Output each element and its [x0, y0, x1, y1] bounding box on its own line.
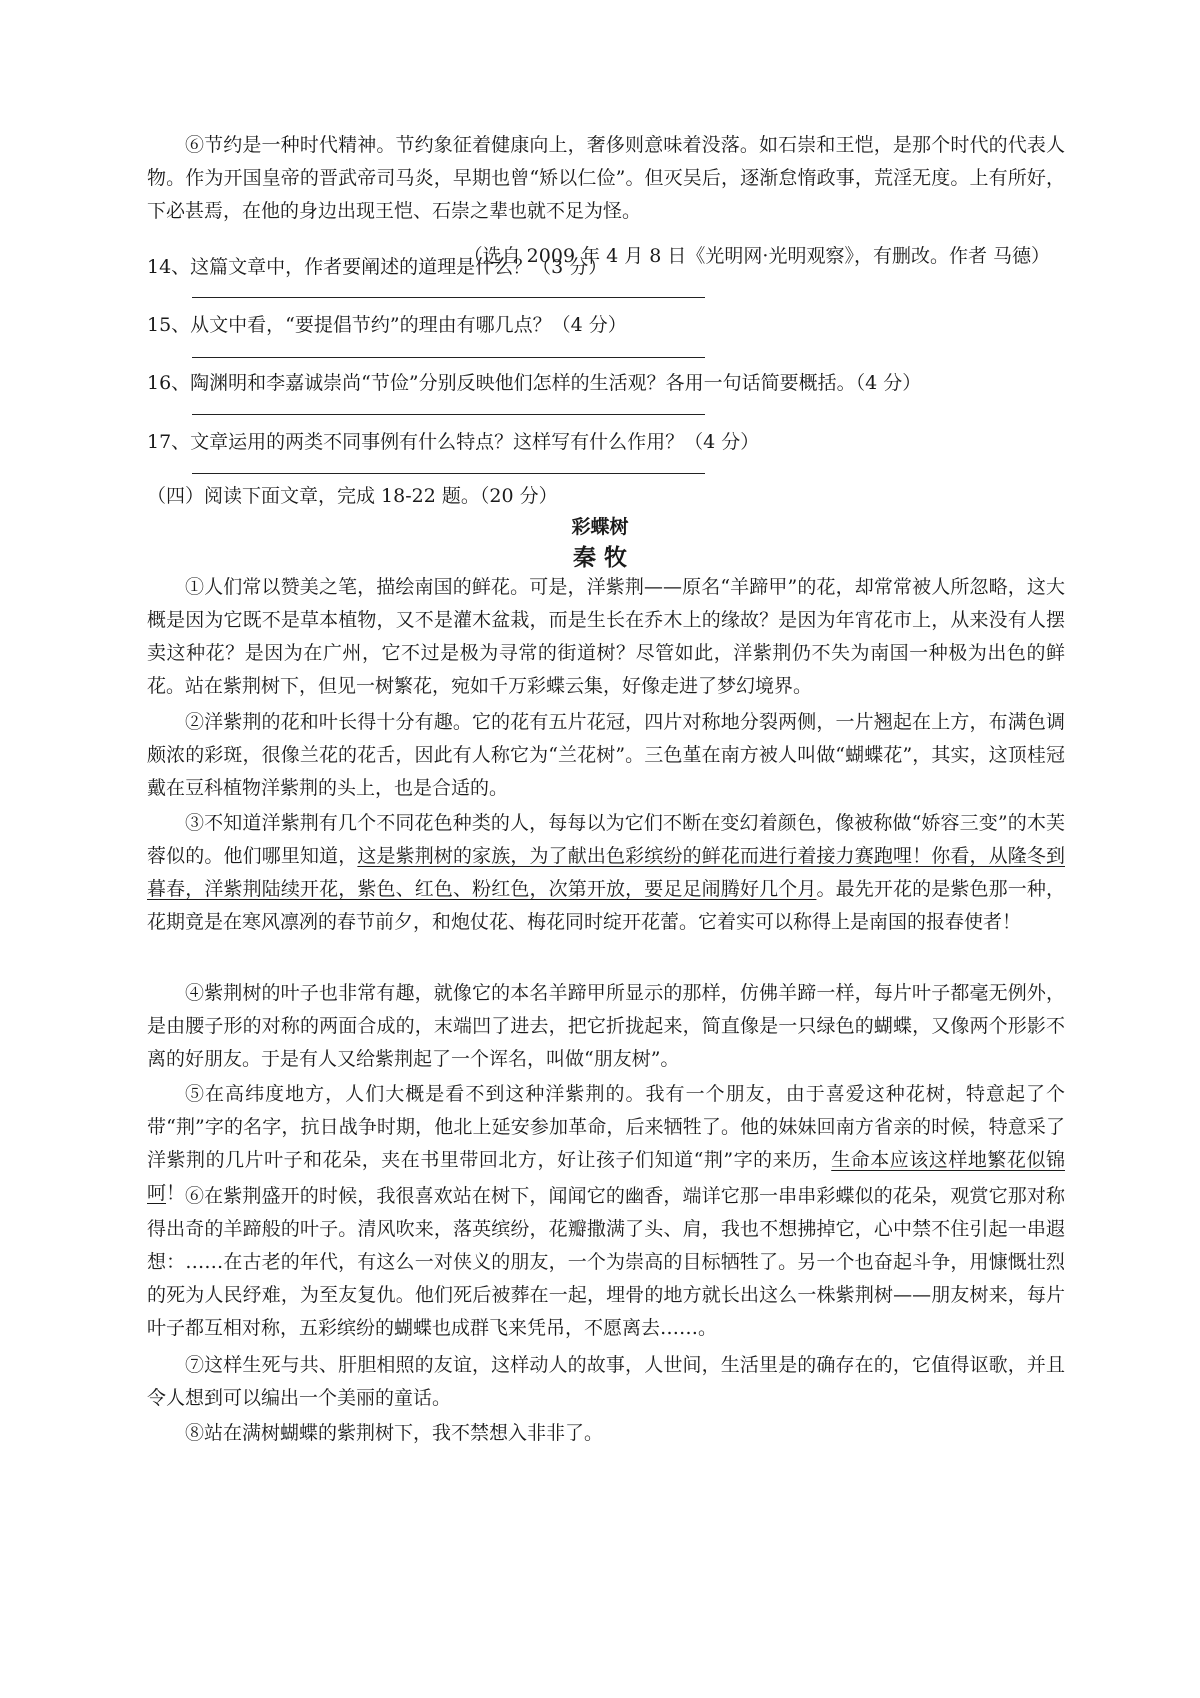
answer-line-17[interactable] — [192, 473, 705, 474]
question-14: 14、这篇文章中，作者要阐述的道理是什么？（3 分） — [147, 256, 608, 278]
story-paragraph-2: ②洋紫荆的花和叶长得十分有趣。它的花有五片花冠，四片对称地分裂两侧，一片翘起在上方，布满色调颇浓的彩斑，很像兰花的花舌，因此有人称它为“兰花树”。三色堇在南方被人叫做“蝴蝶花”，其实，这顶桂冠戴在豆科植物洋紫荆的头上，也是合适的。 — [147, 711, 1065, 799]
section-heading: （四）阅读下面文章，完成 18-22 题。（20 分） — [147, 485, 558, 507]
story-paragraph-3-text-a: ③不知道洋紫荆有几个不同花色种类的人，每每以为它们不断在变幻着颜色，像被称做“娇容三变”的木芙蓉似的。他们哪里知道， — [147, 812, 1065, 867]
story-paragraph-6: ⑥在紫荆盛开的时候，我很喜欢站在树下，闻闻它的幽香，端详它那一串串彩蝶似的花朵，观赏它那对称得出奇的羊蹄般的叶子。清风吹来，落英缤纷，花瓣撒满了头、肩，我也不想拂掉它，心中禁不住引起一串遐想：……在古老的年代，有这么一对侠义的朋友，一个为崇高的目标牺牲了。另一个也奋起斗争，用慷慨壮烈的死为人民纾难，为至友复仇。他们死后被葬在一起，埋骨的地方就长出这么一株紫荆树——朋友树来，每片叶子都互相对称，五彩缤纷的蝴蝶也成群飞来凭吊，不愿离去……。 — [147, 1185, 1065, 1339]
answer-line-16[interactable] — [192, 414, 705, 415]
story-paragraph-4: ④紫荆树的叶子也非常有趣，就像它的本名羊蹄甲所显示的那样，仿佛羊蹄一样，每片叶子都毫无例外，是由腰子形的对称的两面合成的，末端凹了进去，把它折拢起来，简直像是一只绿色的蝴蝶，又像两个形影不离的好朋友。于是有人又给紫荆起了一个诨名，叫做“朋友树”。 — [147, 982, 1065, 1070]
answer-line-15[interactable] — [192, 357, 705, 358]
story-paragraph-3-underlined: 这是紫荆树的家族，为了献出色彩缤纷的鲜花而进行着接力赛跑哩！你看，从隆冬到暮春，洋紫荆陆续开花，紫色、红色、粉红色，次第开放，要足足闹腾好几个月 — [147, 845, 1065, 900]
source-note: （选自 2009 年 4 月 8 日《光明网·光明观察》，有删改。作者 马德） — [463, 245, 1050, 267]
question-17: 17、文章运用的两类不同事例有什么特点？这样写有什么作用？（4 分） — [147, 431, 760, 453]
story-paragraph-3 — [147, 807, 1065, 939]
question-15: 15、从文中看，“要提倡节约”的理由有哪几点？（4 分） — [147, 314, 627, 336]
story-paragraph-8: ⑧站在满树蝴蝶的紫荆树下，我不禁想入非非了。 — [185, 1422, 604, 1444]
paragraph-6: ⑥节约是一种时代精神。节约象征着健康向上，奢侈则意味着没落。如石崇和王恺，是那个时代的代表人物。作为开国皇帝的晋武帝司马炎，早期也曾“矫以仁俭”。但灭吴后，逐渐怠惰政事，荒淫无度。上有所好，下必甚焉，在他的身边出现王恺、石崇之辈也就不足为怪。 — [147, 134, 1065, 222]
story-paragraph-5-text-b: ！ — [166, 1182, 186, 1204]
answer-line-14[interactable] — [192, 297, 705, 298]
story-paragraph-5-underlined: 生命本应该这样地繁花似锦呵 — [147, 1149, 1065, 1204]
article-title: 彩蝶树 — [571, 516, 629, 538]
story-paragraph-7: ⑦这样生死与共、肝胆相照的友谊，这样动人的故事，人世间，生活里是的确存在的，它值得讴歌，并且令人想到可以编出一个美丽的童话。 — [147, 1354, 1065, 1409]
question-16: 16、陶渊明和李嘉诚崇尚“节俭”分别反映他们怎样的生活观？各用一句话简要概括。（4 分） — [147, 372, 922, 394]
story-paragraph-1: ①人们常以赞美之笔，描绘南国的鲜花。可是，洋紫荆——原名“羊蹄甲”的花，却常常被人所忽略，这大概是因为它既不是草本植物，又不是灌木盆栽，而是生长在乔木上的缘故？是因为年宵花市上，从来没有人摆卖这种花？是因为在广州，它不过是极为寻常的街道树？尽管如此，洋紫荆仍不失为南国一种极为出色的鲜花。站在紫荆树下，但见一树繁花，宛如千万彩蝶云集，好像走进了梦幻境界。 — [147, 576, 1065, 697]
story-paragraph-5-text-a: ⑤在高纬度地方，人们大概是看不到这种洋紫荆的。我有一个朋友，由于喜爱这种花树，特意起了个带“荆”字的名字，抗日战争时期，他北上延安参加革命，后来牺牲了。他的妹妹回南方省亲的时候，特意采了洋紫荆的几片叶子和花朵，夹在书里带回北方，好让孩子们知道“荆”字的来历， — [147, 1083, 1065, 1171]
story-paragraph-3-text-b: 。最先开花的是紫色那一种，花期竟是在寒风凛冽的春节前夕，和炮仗花、梅花同时绽开花蕾。它着实可以称得上是南国的报春使者！ — [147, 878, 1065, 933]
article-author: 秦 牧 — [572, 544, 627, 571]
